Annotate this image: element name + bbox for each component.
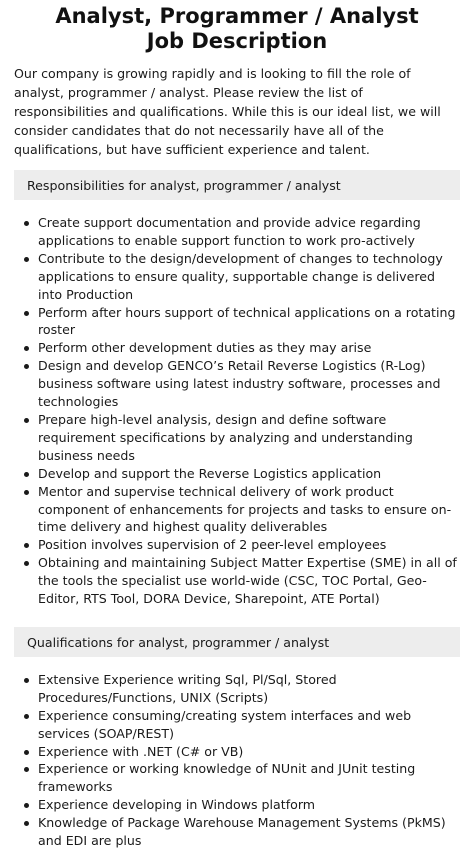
bullet-icon — [24, 311, 29, 316]
list-item-text: Obtaining and maintaining Subject Matter Expertise (SME) in all of the tools the specialist use world-wide (CSC, TOC Portal, Geo-Editor, RTS Tool, DORA Device, Sharepoint, ATE Portal) — [38, 555, 457, 607]
list-item — [38, 760, 460, 796]
bullet-icon — [24, 678, 29, 683]
list-item — [38, 304, 460, 340]
list-item — [38, 814, 460, 850]
bullet-icon — [24, 714, 29, 719]
list-item-text: Perform other development duties as they may arise — [38, 340, 372, 356]
list-item — [38, 536, 460, 554]
list-item — [38, 465, 460, 483]
list-item — [38, 250, 460, 304]
list-item-text: Experience or working knowledge of NUnit and JUnit testing frameworks — [38, 761, 416, 795]
job-description-page — [0, 4, 474, 849]
intro-paragraph: Our company is growing rapidly and is looking to fill the role of analyst, programmer / analyst. Please review the list of responsibilities and qualifications. While this is our ideal list, we will consider candidates that do not necessarily have all of the qualifications, but have sufficient experience and talent. — [14, 66, 441, 157]
bullet-icon — [24, 490, 29, 495]
list-item — [38, 214, 460, 250]
qualifications-heading: Qualifications for analyst, programmer / analyst — [14, 627, 460, 657]
bullet-icon — [24, 821, 29, 826]
bullet-icon — [24, 543, 29, 548]
list-item-text: Experience with .NET (C# or VB) — [38, 743, 244, 759]
list-item-text: Experience consuming/creating system interfaces and web services (SOAP/REST) — [38, 707, 412, 741]
list-item — [38, 671, 460, 707]
responsibilities-list — [14, 214, 460, 608]
qualifications-list — [14, 671, 460, 850]
list-item-text: Knowledge of Package Warehouse Management Systems (PkMS) and EDI are plus — [38, 815, 446, 849]
bullet-icon — [24, 767, 29, 772]
bullet-icon — [24, 346, 29, 351]
list-item — [38, 743, 460, 761]
bullet-icon — [24, 364, 29, 369]
list-item — [38, 796, 460, 814]
bullet-icon — [24, 221, 29, 226]
list-item-text: Mentor and supervise technical delivery of work product component of enhancements for projects and tasks to ensure on-time delivery and highest quality deliverables — [38, 483, 452, 535]
bullet-icon — [24, 257, 29, 262]
list-item-text: Develop and support the Reverse Logistics application — [38, 465, 382, 481]
list-item-text: Perform after hours support of technical applications on a rotating roster — [38, 304, 456, 338]
list-item — [38, 483, 460, 537]
list-item — [38, 339, 460, 357]
list-item-text: Create support documentation and provide advice regarding applications to enable support function to work pro-actively — [38, 215, 421, 248]
list-item-text: Design and develop GENCO’s Retail Reverse Logistics (R-Log) business software using latest industry software, processes and technologies — [38, 358, 441, 410]
bullet-icon — [24, 561, 29, 566]
list-item — [38, 357, 460, 411]
bullet-icon — [24, 750, 29, 755]
list-item-text: Position involves supervision of 2 peer-level employees — [38, 537, 387, 553]
list-item — [38, 411, 460, 465]
responsibilities-heading: Responsibilities for analyst, programmer / analyst — [14, 170, 460, 200]
bullet-icon — [24, 472, 29, 477]
list-item-text: Contribute to the design/development of changes to technology applications to ensure quality, supportable change is delivered into Production — [38, 250, 443, 302]
list-item — [38, 554, 460, 608]
list-item-text: Prepare high-level analysis, design and define software requirement specifications by analyzing and understanding business needs — [38, 411, 413, 463]
list-item-text: Experience developing in Windows platform — [38, 797, 316, 813]
bullet-icon — [24, 803, 29, 808]
list-item — [38, 707, 460, 743]
bullet-icon — [24, 418, 29, 423]
page-title: Analyst, Programmer / Analyst Job Description — [55, 4, 419, 53]
list-item-text: Extensive Experience writing Sql, Pl/Sql, Stored Procedures/Functions, UNIX (Scripts) — [38, 671, 337, 705]
